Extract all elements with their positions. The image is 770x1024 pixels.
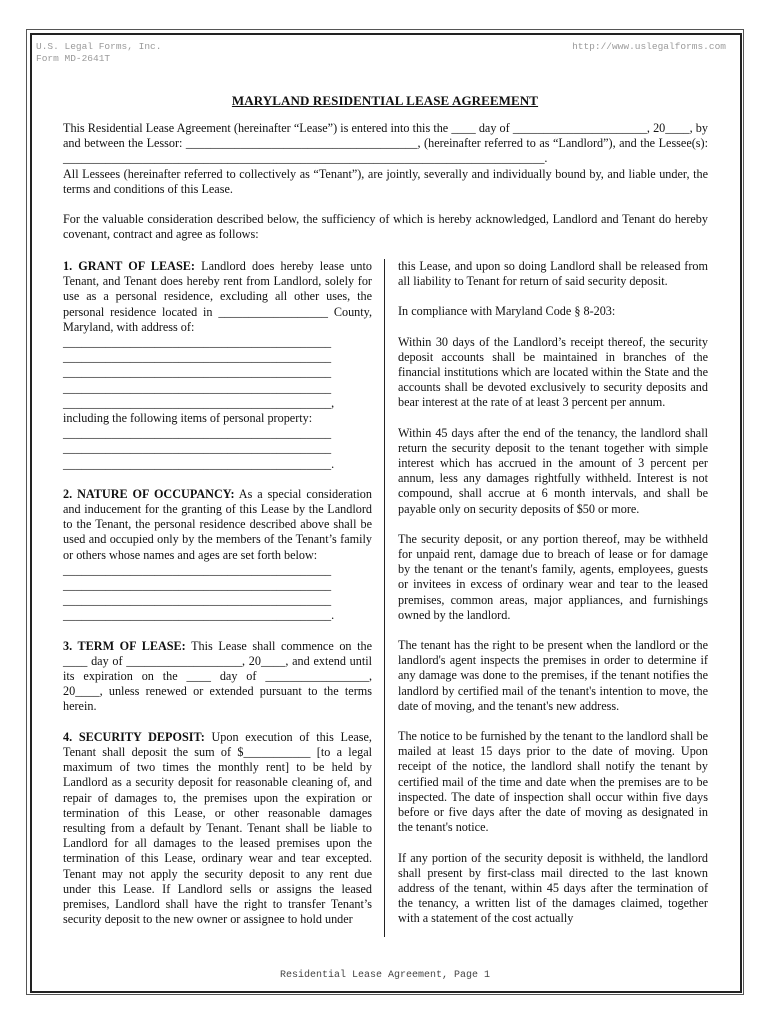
left-column [63, 259, 372, 942]
section-nature-of-occupancy [63, 487, 372, 563]
section-grant-of-lease [63, 259, 372, 335]
notice-paragraph: The notice to be furnished by the tenant to the landlord shall be mailed at least 15 days prior to the date of moving. Upon receipt of the notice, the landlord shall notify the tenant by certified mail of the time and date when the premises are to be inspected. The date of inspection shall occur within five days before or five days after the date of moving as designated in the tenant's notice. [398, 729, 708, 835]
form-header-left [36, 41, 161, 65]
section-security-deposit [63, 730, 372, 928]
deposit-release-paragraph: this Lease, and upon so doing Landlord shall be released from all liability to Tenant for return of said security deposit. [398, 259, 708, 289]
intro-section [63, 121, 708, 242]
section-1-text: Landlord does hereby lease unto Tenant, and Tenant does hereby rent from Landlord, solely for use as a personal residence, excluding all other uses, the personal residence located in __________________ County, Maryland, with address of: [63, 259, 372, 334]
section-2-text: As a special consideration and inducement for the granting of this Lease by the Landlord to the Tenant, the personal residence described above shall be used and occupied only by the members of the Tenant’s family or others whose names and ages are set forth below: [63, 486, 372, 562]
document-title: MARYLAND RESIDENTIAL LEASE AGREEMENT [231, 93, 539, 108]
deposit-withholding-paragraph: The security deposit, or any portion thereof, may be withheld for unpaid rent, damage due to breach of lease or for damage by the tenant or the tenant's family, agents, employees, guests or invitees in excess of ordinary wear and tear to the leased premises, common areas, major appliances, and furnishings owned by the landlord. [398, 531, 708, 622]
section-4-heading: 4. SECURITY DEPOSIT: [63, 729, 205, 744]
publisher-name: U.S. Legal Forms, Inc. [36, 41, 162, 52]
section-3-heading: 3. TERM OF LEASE: [63, 638, 186, 653]
publisher-url: http://www.uslegalforms.com [572, 41, 726, 52]
withheld-deposit-paragraph: If any portion of the security deposit is withheld, the landlord shall present by first-class mail directed to the last known address of the tenant, within 45 days after the termination of the tenancy, a written list of the damages claimed, together with a statement of the cost actually [398, 850, 708, 926]
personal-property-label: including the following items of personal property: [63, 411, 313, 426]
column-divider [384, 259, 385, 937]
section-1-heading: 1. GRANT OF LEASE: [63, 259, 195, 273]
occupant-blank-lines: ____________________________________________ ____________________________________________ ____________________________________________ ____________________________________________. [63, 562, 335, 623]
deposit-accounts-paragraph: Within 30 days of the Landlord’s receipt thereof, the security deposit accounts shall be maintained in branches of the financial institutions which are located within the State and the accounts shall be devoted exclusively to security deposits and bear interest at the rate of at least 3 percent per annum. [398, 334, 708, 410]
form-id: Form MD-2641T [36, 53, 111, 64]
maryland-code-paragraph: In compliance with Maryland Code § 8-203: [398, 304, 616, 319]
page-footer: Residential Lease Agreement, Page 1 [279, 970, 491, 981]
intro-parties-paragraph: This Residential Lease Agreement (hereinafter “Lease”) is entered into this the ____ day of ______________________, 20____, by and between the Lessor: ______________________________________, (hereinafter referred to as “Landlord”), and the Lessee(s): _______________________________________________________________________________. [63, 121, 708, 166]
section-term-of-lease [63, 639, 372, 715]
personal-property-blank-lines: ____________________________________________ ____________________________________________ ____________________________________________. [63, 426, 335, 471]
deposit-return-paragraph: Within 45 days after the end of the tenancy, the landlord shall return the security deposit to the tenant together with simple interest which has accrued in the amount of 3 percent per annum, less any damages rightfully withheld. Interest is not compound, shall accrue at 6 month intervals, and shall be payable only on security deposits of $50 or more. [398, 425, 708, 516]
section-2-heading: 2. NATURE OF OCCUPANCY: [63, 486, 235, 501]
intro-consideration-paragraph: For the valuable consideration described below, the sufficiency of which is hereby acknowledged, Landlord and Tenant do hereby covenant, contract and agree as follows: [63, 212, 708, 242]
intro-tenant-paragraph: All Lessees (hereinafter referred to collectively as “Tenant”), are jointly, severally and individually bound by, and liable under, the terms and conditions of this Lease. [63, 166, 708, 196]
section-3-text: This Lease shall commence on the ____ day of ___________________, 20____, and extend until its expiration on the ____ day of _________________, 20____, unless renewed or extended pursuant to the terms herein. [63, 638, 373, 714]
section-4-text: Upon execution of this Lease, Tenant shall deposit the sum of $___________ [to a legal maximum of two times the monthly rent] to be held by Landlord as a security deposit for reasonable cleaning of, and repair of damages to, the premises upon the expiration or termination of this Lease, or other reasonable damages resulting from a default by Tenant. Tenant shall be liable to Landlord for all damages to the leased premises upon the termination of this Lease, ordinary wear and tear excepted. Tenant may not apply the security deposit to any rent due under this Lease. If Landlord sells or assigns the leased premises, Landlord shall have the right to transfer Tenant’s security deposit to the new owner or assignee to hold under [63, 729, 372, 927]
right-column [398, 259, 708, 927]
inspection-right-paragraph: The tenant has the right to be present when the landlord or the landlord's agent inspects the premises in order to determine if any damage was done to the premises, if the tenant notifies the landlord by certified mail of the tenant's intention to move, the date of moving, and the tenant's new address. [398, 638, 708, 713]
address-blank-lines: ____________________________________________ ____________________________________________ ____________________________________________ ____________________________________________ ____________________________________________, [63, 335, 335, 410]
